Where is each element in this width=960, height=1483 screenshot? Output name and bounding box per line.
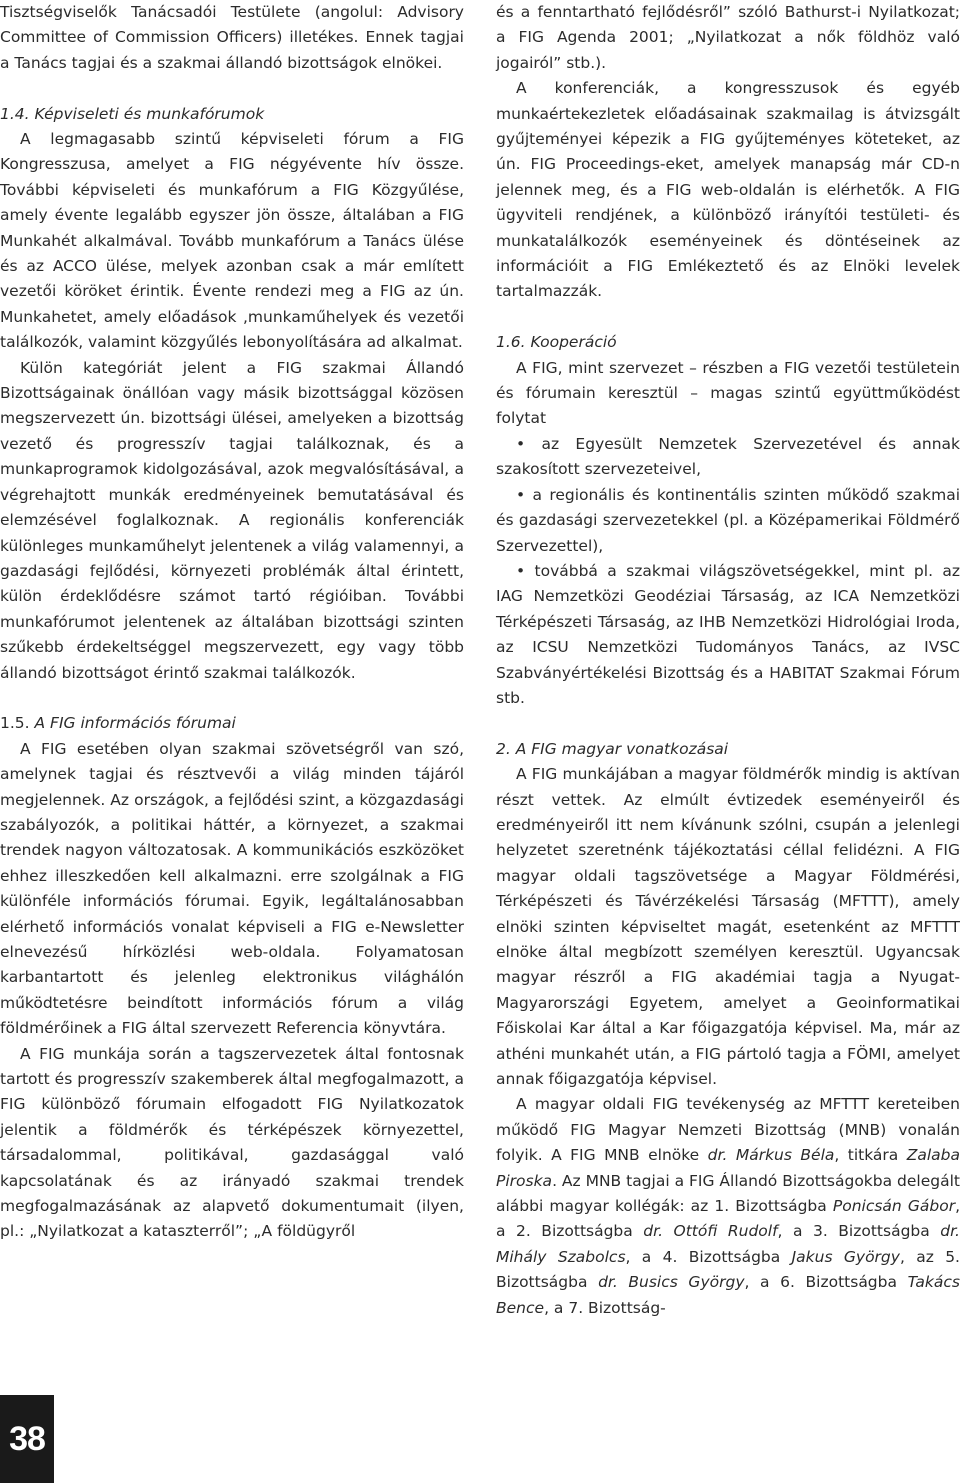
paragraph: A FIG munkájában a magyar földmérők mindig is aktívan részt vettek. Az elmúlt évtizedek eseményeiről és eredményeiről itt nem kívánunk szólni, csupán a jelenlegi helyzetet szeretnénk tájékoztatási céllal felidézni. A FIG magyar oldali tagszövetsége a Magyar Földmérési, Térképészeti és Távérzékelési Társaság (MFTTT), amely elnöki szinten képviseltet magát, esetenként az MFTTT elnöke által megbízott személyen keresztül. Ugyancsak magyar részről a FIG akadémiai tagja a Nyugat-Magyarországi Egyetem, amelyet a Geoinformatikai Főiskolai Kar által a Kar főigazgatója képvisel. Ma, már az athéni munkahét után, a FIG pártoló tagja a FÖMI, amelyet annak főigazgatója képvisel. — [496, 765, 960, 1089]
paragraph: A FIG munkája során a tagszervezetek által fontosnak tartott és progresszív szakemberek által megfogalmazott, a FIG különböző fórumain elfogadott FIG Nyilatkozatok jelentik a földmérők és térképészek környezettel, társadalommal, politikával, gazdasággal való kapcsolatának és az irányadó szakmai trendek megfogalmazásának az alapvető dokumentumait (ilyen, pl.: „Nyilatkozat a kataszterről”; „A földügyről — [0, 1044, 464, 1241]
paragraph: Külön kategóriát jelent a FIG szakmai Állandó Bizottságainak önállóan vagy másik bizottsággal közösen megszervezett ún. bizottsági ülései, amelyeken a bizottság vezető és progresszív tagjai találkoznak, és a munkaprogramok kidolgozásával, azok megvalósításával, a végrehajtott munkák eredményeinek bemutatásával és elemzésével foglalkoznak. A regionális konferenciák különleges munkaműhelyt jelentenek a világ valamennyi, a gazdasági fejlődési, környezeti problémák által érintett, külön érdeklődésre számot tartó régióiban. További munkafórumot jelentenek az általában bizottsági szinten szűkebb érdekeltséggel megszervezett, egy vagy több állandó bizottságot érintő szakmai találkozók. — [0, 358, 464, 682]
bullet-item: • a regionális és kontinentális szinten működő szakmai és gazdasági szervezetekkel (pl. a Középamerikai Földmérő Szervezettel), — [496, 485, 960, 555]
paragraph: A legmagasabb szintű képviseleti fórum a FIG Kongresszusa, amelyet a FIG négyévente hív össze. További képviseleti és munkafórum a FIG Közgyűlése, amely évente legalább egyszer jön össze, általában a FIG Munkahét alkalmával. Tovább munkafórum a Tanács ülése és az ACCO ülése, melyek azonban csak a már említett vezetői köröket érintik. Évente rendezi meg a FIG az ún. Munkahetet, amely előadások ,munkaműhelyek és vezetői találkozók, valamint közgyűlés lebonyolítására ad alkalmat. — [0, 130, 464, 352]
paragraph: Tisztségviselők Tanácsadói Testülete (angolul: Advisory Committee of Commission Officers) illetékes. Ennek tagjai a Tanács tagjai és a szakmai állandó bizottságok elnökei. — [0, 3, 464, 72]
paragraph: A FIG esetében olyan szakmai szövetségről van szó, amelynek tagjai és résztvevői a világ minden tájáról megjelennek. Az országok, a fejlődési szint, a közgazdasági szabályozók, a politikai háttér, a környezet, a szakmai trendek nagyon változatosak. A kommunikációs eszközöket ehhez illeszkedően kell alkalmazni. erre szolgálnak a FIG különféle információs fórumai. Egyik, legáltalánosabban elérhető információs vonalat képviseli a FIG e-Newsletter elnevezésű hírközlési web-oldala. Folyamatosan karbantartott és jelenleg elektronikus világhálón működtetésre beindított információs fórum a világ földmérőinek a FIG által szervezett Referencia könyvtára. — [0, 739, 464, 1038]
section-heading-1-6: 1.6. Kooperáció — [496, 333, 617, 352]
paragraph: A FIG, mint szervezet – részben a FIG vezetői testületein és fórumain keresztül – magas szintű együttműködést folytat — [496, 358, 960, 428]
bullet-item: • továbbá a szakmai világszövetségekkel, mint pl. az IAG Nemzetközi Geodéziai Társaság, az ICA Nemzetközi Térképészeti Társaság, az IHB Nemzetközi Hidrológiai Iroda, az ICSU Nemzetközi Tudományos Tanács, az IVSC Szabványértékelési Bizottság és a HABITAT Szakmai Fórum stb. — [496, 561, 960, 707]
section-heading-1-5: 1.5. A FIG információs fórumai — [0, 714, 236, 733]
left-column — [0, 0, 464, 1245]
right-column — [496, 0, 960, 1321]
paragraph: és a fenntartható fejlődésről” szóló Bathurst-i Nyilatkozat; a FIG Agenda 2001; „Nyilatkozat a nők földhöz való jogairól” stb.). — [496, 3, 960, 72]
paragraph: A magyar oldali FIG tevékenység az MFTTT kereteiben működő FIG Magyar Nemzeti Bizottság (MNB) vonalán folyik. A FIG MNB elnöke dr. Márkus Béla, titkára Zalaba Piroska. Az MNB tagjai a FIG Állandó Bizottságokba delegált alábbi magyar kollégák: az 1. Bizottságba Ponicsán Gábor, a 2. Bizottságba dr. Ottófi Rudolf, a 3. Bizottságba dr. Mihály Szabolcs, a 4. Bizottságba Jakus György, az 5. Bizottságba dr. Busics Györgу, a 6. Bizottságba Takács Bence, a 7. Bizottság- — [496, 1095, 960, 1317]
section-heading-2: 2. A FIG magyar vonatkozásai — [496, 739, 729, 758]
paragraph: A konferenciák, a kongresszusok és egyéb munkaértekezletek előadásainak szakmailag is átvizsgált gyűjteményei képezik a FIG gyűjteményes köteteket, az ún. FIG Proceedings-eket, amelyek manapság már CD-n jelennek meg, és a FIG web-oldalán is elérhetők. A FIG ügyviteli rendjének, a különböző irányítói testületi- és munkatalálkozók eseményeinek és döntéseinek az információit a FIG Emlékeztető és az Elnöki levelek tartalmazzák. — [496, 79, 960, 301]
page-number-badge: 38 — [0, 1395, 54, 1483]
section-heading-1-4: 1.4. Képviseleti és munkafórumok — [0, 104, 265, 123]
bullet-item: • az Egyesült Nemzetek Szervezetével és annak szakosított szervezeteivel, — [496, 434, 960, 479]
